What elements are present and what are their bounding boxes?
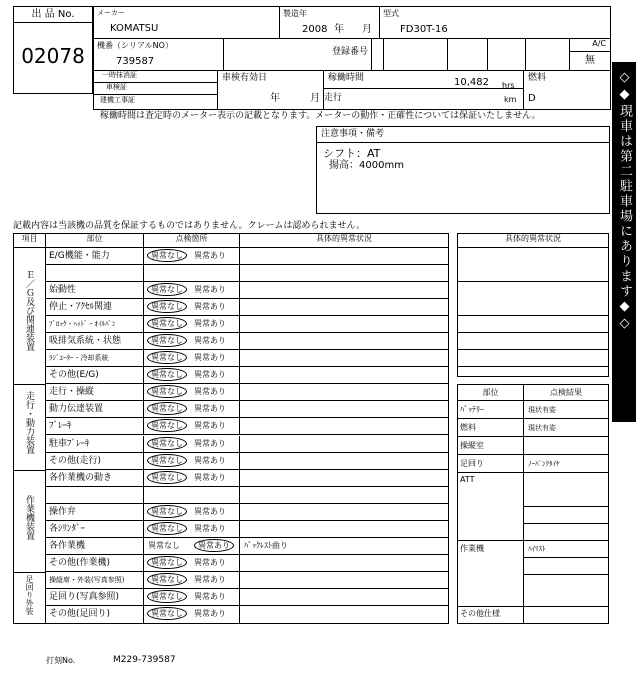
abnormal-option[interactable]: 異常あり bbox=[194, 557, 226, 567]
temp-cert-label: 一時抹消証 bbox=[94, 71, 217, 83]
row-detail bbox=[240, 384, 448, 401]
abnormal-option[interactable]: 異常あり bbox=[194, 285, 226, 295]
row-detail bbox=[240, 418, 448, 435]
row-detail bbox=[240, 299, 448, 316]
vehicle-info-grid bbox=[93, 6, 611, 110]
work-subrow bbox=[524, 574, 608, 591]
row-detail bbox=[240, 282, 448, 299]
right-detail-row bbox=[458, 265, 608, 282]
abnormal-option[interactable]: 異常あり bbox=[194, 506, 226, 516]
remarks-box bbox=[316, 126, 610, 214]
registration-label: 登録番号 bbox=[332, 47, 369, 57]
section-work-label: 作業機装置 bbox=[24, 495, 34, 540]
row-part: 各作業機 bbox=[46, 538, 144, 555]
remarks-line-2: 揚高：4000mm bbox=[329, 160, 404, 171]
ac-value: 無 bbox=[585, 55, 595, 66]
result-row-att bbox=[458, 473, 608, 541]
year-unit: 年 bbox=[334, 24, 344, 35]
inspection-row bbox=[46, 384, 448, 401]
registration-label-cell bbox=[326, 39, 384, 71]
row-part: その他(走行) bbox=[46, 453, 144, 470]
normal-option-circled[interactable]: 異常なし bbox=[147, 334, 187, 347]
remarks-line-1: シフト：AT bbox=[323, 147, 381, 160]
normal-option-circled[interactable]: 異常なし bbox=[147, 437, 187, 450]
result-part: ATT bbox=[460, 475, 475, 484]
row-check bbox=[144, 350, 240, 367]
hours-label: 稼働時間 bbox=[324, 71, 523, 89]
section-undercarriage-label: 足回り外装 bbox=[25, 575, 34, 615]
row-detail bbox=[240, 521, 448, 538]
parking-notice-banner bbox=[612, 62, 636, 422]
row-check bbox=[144, 265, 240, 282]
inspection-row bbox=[46, 470, 448, 487]
result-row-other bbox=[458, 607, 608, 623]
right-detail-header: 具体的異常状況 bbox=[458, 234, 608, 248]
normal-option-circled[interactable]: 異常なし bbox=[147, 368, 187, 381]
result-row-undercarriage bbox=[458, 455, 608, 473]
normal-option-circled[interactable]: 異常なし bbox=[147, 402, 187, 415]
hours-notice: 稼働時間は査定時のメーター表示の記載となります。メーターの動作・正確性については保証いたしません。 bbox=[100, 111, 541, 121]
row-check bbox=[144, 504, 240, 521]
result-value: 現状有姿 bbox=[528, 406, 556, 414]
hours-value: 10,482 bbox=[454, 77, 489, 88]
normal-option-circled[interactable]: 異常なし bbox=[147, 590, 187, 603]
row-check bbox=[144, 470, 240, 487]
inspection-row bbox=[46, 589, 448, 606]
row-detail bbox=[240, 248, 448, 265]
right-detail-row bbox=[458, 316, 608, 333]
inspection-row bbox=[46, 538, 448, 555]
remarks-title: 注意事項・備考 bbox=[317, 127, 609, 143]
normal-option-circled[interactable]: 異常なし bbox=[147, 573, 187, 586]
abnormal-option[interactable]: 異常あり bbox=[194, 608, 226, 618]
normal-option[interactable]: 異常なし bbox=[148, 540, 180, 550]
normal-option-circled[interactable]: 異常なし bbox=[147, 317, 187, 330]
row-detail: ﾊﾞｯｸﾚｽﾄ曲り bbox=[244, 540, 288, 550]
hours-unit: hrs bbox=[502, 81, 515, 90]
maker-label: メーカー bbox=[97, 9, 125, 17]
inspection-expiry-label: 車検有効日 bbox=[222, 73, 268, 83]
normal-option-circled[interactable]: 異常なし bbox=[147, 385, 187, 398]
row-part: 足回り(写真参照) bbox=[46, 589, 144, 606]
lot-number: 02078 bbox=[21, 44, 85, 68]
normal-option-circled[interactable]: 異常なし bbox=[147, 249, 187, 262]
ac-cell bbox=[570, 39, 610, 71]
row-part: その他(作業機) bbox=[46, 555, 144, 572]
row-part: 動力伝達装置 bbox=[46, 401, 144, 418]
inspection-row bbox=[46, 572, 448, 589]
inspection-row bbox=[46, 299, 448, 316]
inspection-table bbox=[13, 233, 449, 624]
row-detail bbox=[240, 436, 448, 453]
result-part: 操縦室 bbox=[460, 441, 484, 450]
reg-box-3 bbox=[488, 39, 526, 71]
result-part: その他仕様 bbox=[460, 609, 500, 618]
serial-label: 機番（シリアルNO） bbox=[97, 41, 173, 50]
row-check bbox=[144, 555, 240, 572]
row-check bbox=[144, 589, 240, 606]
ac-label: A/C bbox=[570, 39, 610, 52]
work-subrow bbox=[524, 557, 608, 574]
abnormal-option[interactable]: 異常あり bbox=[194, 319, 226, 329]
abnormal-option[interactable]: 異常あり bbox=[194, 523, 226, 533]
inspection-row bbox=[46, 248, 448, 265]
fuel-value: D bbox=[528, 93, 536, 104]
row-detail bbox=[240, 555, 448, 572]
right-result-header bbox=[458, 385, 608, 401]
stamp-label: 打刻No. bbox=[46, 656, 76, 665]
row-check bbox=[144, 384, 240, 401]
reg-box-1 bbox=[384, 39, 448, 71]
row-part: 走行・操縦 bbox=[46, 384, 144, 401]
abnormal-option[interactable]: 異常あり bbox=[194, 336, 226, 346]
abnormal-option[interactable]: 異常あり bbox=[194, 370, 226, 380]
normal-option-circled[interactable]: 異常なし bbox=[147, 300, 187, 313]
abnormal-option[interactable]: 異常あり bbox=[194, 574, 226, 584]
normal-option-circled[interactable]: 異常なし bbox=[147, 283, 187, 296]
row-check bbox=[144, 418, 240, 435]
result-value: 現状有姿 bbox=[528, 424, 556, 432]
fuel-label: 燃料 bbox=[528, 73, 547, 83]
row-detail bbox=[240, 504, 448, 521]
row-part: 停止・ｱｸｾﾙ関連 bbox=[46, 299, 144, 316]
km-unit: km bbox=[504, 95, 517, 104]
result-value: ﾊｲﾏｽﾄ bbox=[528, 545, 546, 553]
year-cell bbox=[280, 7, 380, 39]
row-part: E/G機能・能力 bbox=[46, 248, 144, 265]
row-detail bbox=[240, 470, 448, 487]
inspection-table-header bbox=[14, 234, 448, 248]
right-result-table bbox=[457, 384, 609, 624]
model-value: FD30T-16 bbox=[400, 24, 448, 35]
row-check bbox=[144, 436, 240, 453]
normal-option-circled[interactable]: 異常なし bbox=[147, 505, 187, 518]
normal-option-circled[interactable]: 異常なし bbox=[147, 556, 187, 569]
construction-cert-label: 建機工事証 bbox=[100, 96, 135, 104]
col-check-header: 点検箇所 bbox=[144, 234, 240, 247]
quality-notice: 記載内容は当該機の品質を保証するものではありません。クレームは認められません。 bbox=[13, 221, 366, 231]
row-part bbox=[46, 265, 144, 282]
model-cell bbox=[380, 7, 610, 39]
abnormal-option[interactable]: 異常あり bbox=[194, 455, 226, 465]
right-detail-row bbox=[458, 299, 608, 316]
model-label: 型式 bbox=[383, 9, 399, 18]
abnormal-option[interactable]: 異常あり bbox=[194, 387, 226, 397]
inspection-row bbox=[46, 265, 448, 282]
row-detail bbox=[240, 401, 448, 418]
parking-notice-text: ◇◆現車は第二駐車場にあります◆◇ bbox=[617, 70, 632, 333]
inspection-row bbox=[46, 521, 448, 538]
month-unit: 月 bbox=[362, 24, 372, 35]
normal-option-circled[interactable]: 異常なし bbox=[147, 419, 187, 432]
result-col-result: 点検結果 bbox=[550, 388, 582, 397]
abnormal-option-circled[interactable]: 異常あり bbox=[194, 539, 234, 552]
inspection-row bbox=[46, 418, 448, 435]
abnormal-option[interactable]: 異常あり bbox=[194, 251, 226, 260]
row-check bbox=[144, 572, 240, 589]
fuel-cell bbox=[524, 71, 610, 109]
row-part: 操縦席・外装(写真参照) bbox=[46, 572, 144, 589]
lot-number-box bbox=[13, 6, 93, 94]
certificates-cell bbox=[94, 71, 218, 109]
row-check bbox=[144, 521, 240, 538]
inspection-row bbox=[46, 316, 448, 333]
inspection-row bbox=[46, 504, 448, 521]
abnormal-option[interactable]: 異常あり bbox=[194, 438, 226, 448]
row-detail bbox=[240, 487, 448, 504]
hours-cell bbox=[324, 71, 524, 109]
reg-box-4 bbox=[526, 39, 570, 71]
result-row-battery bbox=[458, 401, 608, 419]
abnormal-option[interactable]: 異常あり bbox=[194, 302, 226, 312]
row-part: 駐車ﾌﾞﾚｰｷ bbox=[46, 436, 144, 453]
row-part: その他(E/G) bbox=[46, 367, 144, 384]
maker-value: KOMATSU bbox=[110, 23, 159, 34]
row-part: ﾌﾞﾚｰｷ bbox=[46, 418, 144, 435]
inspection-row bbox=[46, 350, 448, 367]
section-engine bbox=[14, 248, 46, 385]
section-work bbox=[14, 471, 46, 573]
abnormal-option[interactable]: 異常あり bbox=[194, 353, 226, 363]
row-check bbox=[144, 606, 240, 623]
row-detail bbox=[240, 316, 448, 333]
stamp-number: M229-739587 bbox=[113, 655, 176, 665]
normal-option-circled[interactable]: 異常なし bbox=[147, 471, 187, 484]
att-subrow bbox=[524, 490, 608, 507]
reg-box-2 bbox=[448, 39, 488, 71]
year-label: 製造年 bbox=[283, 9, 307, 18]
row-part: その他(足回り) bbox=[46, 606, 144, 623]
section-engine-label: Ｅ／Ｇ及び関連装置 bbox=[24, 270, 34, 351]
maker-cell bbox=[94, 7, 280, 39]
row-check bbox=[144, 453, 240, 470]
result-part: 足回り bbox=[460, 459, 484, 468]
inspection-row bbox=[46, 555, 448, 572]
inspection-month-unit: 月 bbox=[310, 93, 320, 104]
row-check bbox=[144, 299, 240, 316]
year-value: 2008 bbox=[302, 24, 328, 35]
inspection-row bbox=[46, 401, 448, 418]
section-drive-label: 走行・動力装置 bbox=[24, 391, 34, 454]
inspection-row bbox=[46, 367, 448, 384]
result-part: 燃料 bbox=[460, 423, 476, 432]
row-check bbox=[144, 538, 240, 555]
right-detail-row bbox=[458, 333, 608, 350]
row-detail bbox=[240, 350, 448, 367]
normal-option-circled[interactable]: 異常なし bbox=[147, 607, 187, 620]
row-check bbox=[144, 487, 240, 504]
row-part: ﾌﾞﾛｯｸ・ﾍｯﾄﾞ・ｵｲﾙﾊﾟﾝ bbox=[46, 316, 144, 333]
result-row-cab bbox=[458, 437, 608, 455]
result-value: ﾉｰﾊﾟﾝｸﾀｲﾔ bbox=[528, 460, 560, 468]
inspection-year-unit: 年 bbox=[270, 93, 280, 104]
serial-value: 739587 bbox=[116, 56, 155, 67]
row-part: 操作弁 bbox=[46, 504, 144, 521]
row-detail bbox=[240, 333, 448, 350]
result-col-part: 部位 bbox=[458, 385, 524, 400]
row-detail bbox=[240, 589, 448, 606]
abnormal-option[interactable]: 異常あり bbox=[194, 591, 226, 601]
normal-option-circled[interactable]: 異常なし bbox=[147, 522, 187, 535]
row-part: 各作業機の動き bbox=[46, 470, 144, 487]
lot-number-label: 出 品 No. bbox=[14, 7, 92, 23]
abnormal-option[interactable]: 異常あり bbox=[194, 472, 226, 482]
result-part: ﾊﾞｯﾃﾘｰ bbox=[460, 405, 484, 414]
inspection-row bbox=[46, 487, 448, 504]
col-item-header: 項目 bbox=[14, 234, 46, 247]
row-part: 吸排気系統・状態 bbox=[46, 333, 144, 350]
row-detail bbox=[240, 265, 448, 282]
row-check bbox=[144, 316, 240, 333]
normal-option-circled[interactable]: 異常なし bbox=[147, 454, 187, 467]
right-detail-row bbox=[458, 350, 608, 367]
abnormal-option[interactable]: 異常あり bbox=[194, 421, 226, 431]
inspection-row bbox=[46, 333, 448, 350]
row-part: 各ｼﾘﾝﾀﾞｰ bbox=[46, 521, 144, 538]
inspection-row bbox=[46, 436, 448, 453]
section-undercarriage bbox=[14, 573, 46, 623]
row-check bbox=[144, 333, 240, 350]
run-label: 走行 bbox=[324, 93, 343, 103]
row-part: ﾗｼﾞｴｰﾀｰ・冷却系統 bbox=[46, 350, 144, 367]
result-row-work bbox=[458, 541, 608, 607]
inspection-row bbox=[46, 453, 448, 470]
att-subrow bbox=[524, 507, 608, 524]
result-part: 作業機 bbox=[460, 544, 484, 553]
serial-cell bbox=[94, 39, 224, 71]
row-check bbox=[144, 282, 240, 299]
inspection-row bbox=[46, 282, 448, 299]
inspection-row bbox=[46, 606, 448, 623]
result-row-fuel bbox=[458, 419, 608, 437]
abnormal-option[interactable]: 異常あり bbox=[194, 404, 226, 414]
section-drive bbox=[14, 385, 46, 471]
row-detail bbox=[240, 606, 448, 623]
inspection-expiry-cell bbox=[218, 71, 324, 109]
row-detail bbox=[240, 367, 448, 384]
row-part: 始動性 bbox=[46, 282, 144, 299]
row-detail bbox=[240, 453, 448, 470]
row-check bbox=[144, 248, 240, 265]
row-check bbox=[144, 401, 240, 418]
normal-option-circled[interactable]: 異常なし bbox=[147, 351, 187, 364]
inspection-rows bbox=[46, 248, 448, 623]
col-detail-header: 具体的異常状況 bbox=[316, 234, 372, 243]
row-check bbox=[144, 367, 240, 384]
vehicle-cert-label: 車検証 bbox=[94, 83, 217, 95]
row-detail bbox=[240, 572, 448, 589]
row-part bbox=[46, 487, 144, 504]
right-detail-table bbox=[457, 233, 609, 377]
col-part-header: 部位 bbox=[46, 234, 144, 247]
